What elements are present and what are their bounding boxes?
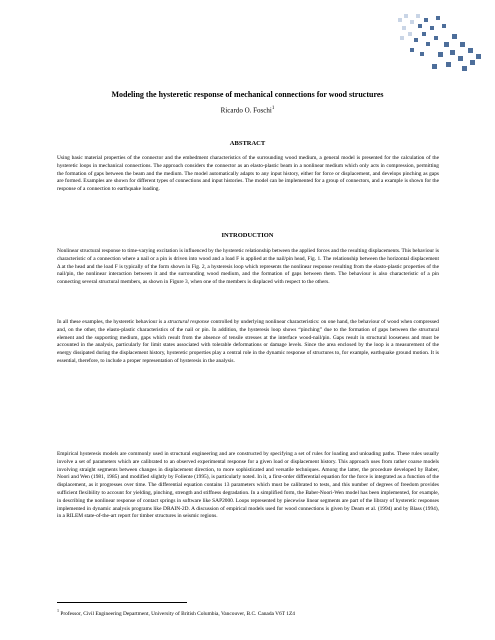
abstract-text: Using basic material properties of the connector and the embedment characteristics of the surrounding wood medium, a general model is presented for the calculation of the hysteretic loops in mechanical connections. The approach considers the connector as an elasto-plastic beam in a nonlinear medium which only acts in compression, permitting the formation of gaps between the beam and the medium. The model automatically adapts to any input history, either for force or displacement, and develops pinching as gaps are formed. Examples are shown for different types of connections and input histories. The model can be implemented for a group of connectors, and a example is shown for the response of a connection to earthquake loading. xyxy=(57,155,439,193)
paper-title: Modeling the hysteretic response of mechanical connections for wood structures xyxy=(111,90,384,99)
footnote-text: Professor, Civil Engineering Department, University of British Columbia, Vancouver, B.C. Canada V6T 1Z4 xyxy=(59,610,295,617)
abstract-heading: ABSTRACT xyxy=(229,140,266,147)
footnote xyxy=(57,607,439,618)
author-name: Ricardo O. Foschi xyxy=(220,106,272,115)
intro-paragraph-1: Nonlinear structural response to time-varying excitation is influenced by the hysteretic relationship between the applied forces and the resulting displacements. This behaviour is characteristic of a connection where a nail or a pin is driven into wood and a load F is applied at the nail/pin head, Fig. 1. The relationship between the horizontal displacement Δ at the head and the load F is typically of the form shown in Fig. 2, a hysteresis loop which represents the nonlinear response resulting from the elasto-plastic properties of the nail/pin, the nonlinear interaction between it and the surrounding wood medium, and the formation of gaps between them. The behaviour is also characteristic of a pin connecting several structural members, as shown in Figure 3, when one of the members is displaced with respect to the others. xyxy=(57,248,439,286)
footnote-divider xyxy=(57,602,187,603)
introduction-heading: INTRODUCTION xyxy=(221,232,274,239)
intro-paragraph-3: Empirical hysteresis models are commonly used in structural engineering and are constructed by specifying a set of rules for loading and unloading paths. These rules usually involve a set of parameters which are calibrated to an observed experimental response for a given load or displacement history. This approach uses from rather coarse models involving straight segments between changes in displacement direction, to more sophisticated and versatile techniques. Among the latter, the procedure developed by Baber, Noori and Wen (1981, 1985) and modified slightly by Foliente (1995), is particularly noted. In it, a first-order differential equation for the force is integrated as a function of the displacement, as it progresses over time. The differential equation contains 13 parameters which must be calibrated to tests, and this number of degrees of freedom provides sufficient flexibility to account for yielding, pinching, strength and stiffness degradation. In a simplified form, the Baber-Noori-Wen model has been implemented, for example, in describing the nonlinear response of contact springs in software like SAP2000. Loops represented by piecewise linear segments are part of the library of hysteretic responses implemented in dynamic analysis programs like DRAIN-2D. A discussion of empirical models used for wood connections is given by Deam et al. (1994) and by Blass (1994), in a RILEM state-of-the-art report for timber structures in seismic regions. xyxy=(57,451,439,520)
author-footnote-mark: 1 xyxy=(271,106,275,111)
author-line xyxy=(20,104,475,115)
logo-emblem xyxy=(398,12,482,74)
footnote-mark: 1 xyxy=(57,608,59,613)
emphasis-structural-response: structural response xyxy=(167,319,210,325)
intro-paragraph-2: In all these examples, the hysteretic behaviour is a structural response controlled by underlying nonlinear characteristics: on one hand, the behaviour of wood when compressed and, on the other, the elasto-plastic characteristics of the nail or pin. In addition, the hysteresis loop shows “pinching” due to the formation of gaps between the structural element and the supporting medium, gaps which result from the absence of tensile stresses at the interface wood-nail/pin. Gaps result in structural looseness and must be accounted in the analysis, particularly for limit states associated with tolerable deformations or damage levels. Since the area enclosed by the loop is a measurement of the energy dissipated during the displacement history, hysteretic properties play a central role in the dynamic response of structures to, for example, earthquake ground motion. It is essential, therefore, to include a proper representation of hysteresis in the analysis. xyxy=(57,319,440,364)
